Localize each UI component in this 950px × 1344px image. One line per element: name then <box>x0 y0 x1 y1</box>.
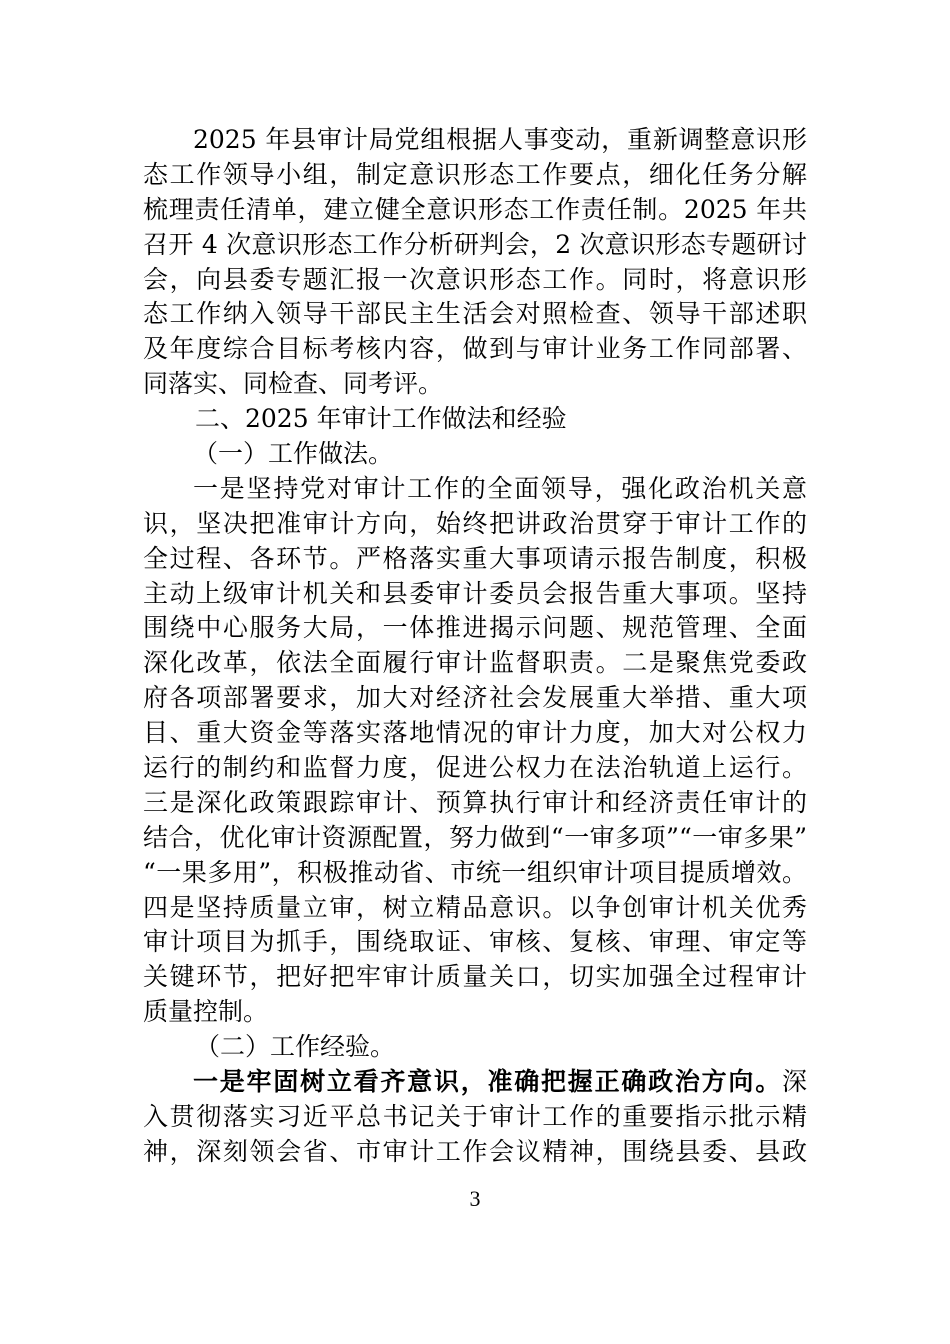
paragraph-line: 态工作纳入领导干部民主生活会对照检查、领导干部述职 <box>143 299 807 329</box>
paragraph-line: 目、重大资金等落实落地情况的审计力度，加大对公权力 <box>143 718 807 748</box>
section-heading: 二、2025 年审计工作做法和经验 <box>195 404 567 434</box>
paragraph-line: 结合，优化审计资源配置，努力做到“一审多项”“一审多果” <box>143 822 807 852</box>
paragraph-line: 府各项部署要求，加大对经济社会发展重大举措、重大项 <box>143 683 807 713</box>
page-number: 3 <box>469 1186 481 1211</box>
paragraph-line: 关键环节，把好把牢审计质量关口，切实加强全过程审计 <box>143 962 807 992</box>
paragraph-line: 四是坚持质量立审，树立精品意识。以争创审计机关优秀 <box>143 892 807 922</box>
paragraph-line: 深化改革，依法全面履行审计监督职责。二是聚焦党委政 <box>143 648 807 678</box>
paragraph-line: “一果多用”，积极推动省、市统一组织审计项目提质增效。 <box>143 857 807 887</box>
bold-lead-sentence: 一是牢固树立看齐意识，准确把握正确政治方向。 <box>193 1067 782 1097</box>
paragraph-line: 同落实、同检查、同考评。 <box>143 369 444 399</box>
paragraph-line: 全过程、各环节。严格落实重大事项请示报告制度，积极 <box>143 543 807 573</box>
paragraph-line: 主动上级审计机关和县委审计委员会报告重大事项。坚持 <box>143 578 807 608</box>
paragraph-line <box>143 1065 807 1100</box>
paragraph-line: 会，向县委专题汇报一次意识形态工作。同时，将意识形 <box>143 264 807 294</box>
paragraph-line: 梳理责任清单，建立健全意识形态工作责任制。2025 年共 <box>143 194 807 224</box>
document-body <box>143 123 807 1170</box>
paragraph-line: 一是坚持党对审计工作的全面领导，强化政治机关意 <box>193 473 807 503</box>
subsection-heading: （二）工作经验。 <box>195 1032 396 1062</box>
paragraph-line: 神，深刻领会省、市审计工作会议精神，围绕县委、县政 <box>143 1136 807 1166</box>
paragraph-line: 审计项目为抓手，围绕取证、审核、复核、审理、审定等 <box>143 927 807 957</box>
paragraph-line: 三是深化政策跟踪审计、预算执行审计和经济责任审计的 <box>143 787 807 817</box>
paragraph-line: 识，坚决把准审计方向，始终把讲政治贯穿于审计工作的 <box>143 508 807 538</box>
subsection-heading: （一）工作做法。 <box>193 439 394 469</box>
paragraph-line: 及年度综合目标考核内容，做到与审计业务工作同部署、 <box>143 334 807 364</box>
paragraph-line: 质量控制。 <box>143 997 269 1027</box>
paragraph-line: 召开 4 次意识形态工作分析研判会，2 次意识形态专题研讨 <box>143 229 807 259</box>
lead-tail-text: 深 <box>781 1067 807 1097</box>
paragraph-line: 入贯彻落实习近平总书记关于审计工作的重要指示批示精 <box>143 1101 807 1131</box>
paragraph-line: 围绕中心服务大局，一体推进揭示问题、规范管理、全面 <box>143 613 807 643</box>
paragraph-line: 2025 年县审计局党组根据人事变动，重新调整意识形 <box>193 125 807 154</box>
paragraph-line: 态工作领导小组，制定意识形态工作要点，细化任务分解 <box>143 159 807 189</box>
paragraph-line: 运行的制约和监督力度，促进公权力在法治轨道上运行。 <box>143 753 807 783</box>
